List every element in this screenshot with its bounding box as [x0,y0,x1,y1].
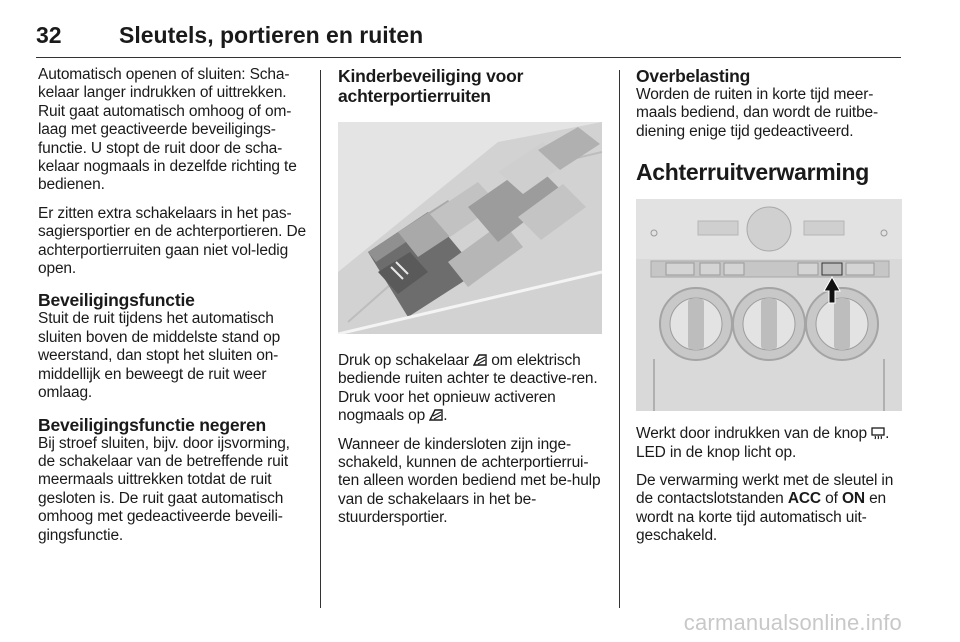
text-segment: om elektrisch bediende ruiten achter te deactive-ren. Druk voor het opnieuw activeren nogmaals op [338,352,598,425]
text-segment: of [825,490,838,508]
column-left [38,66,306,555]
page-number: 32 [36,22,62,48]
text-segment: . [443,407,448,425]
heading-overbelasting: Overbelasting [636,66,751,86]
column-right [636,66,902,556]
child-lock-window-icon [429,408,443,422]
rear-window-heating-icon [871,426,885,440]
heading-beveiliging-negeren: Beveiligingsfunctie negeren [38,414,266,435]
paragraph-extra-switches: Er zitten extra schakelaars in het pas-sagiersportier en de achterportieren. De achterportierruiten gaan niet vol-ledig open. [38,204,306,278]
heading-beveiligingsfunctie: Beveiligingsfunctie [38,290,195,311]
paragraph-negeren: Bij stroef sluiten, bijv. door ijsvorming, de schakelaar van de betreffende ruit meermaals uittrekken totdat de ruit gesloten is. De ruit gaat automatisch omhoog met gedeactiveerde beveili-gingsfunctie. [38,434,290,544]
text-segment: en wordt na korte tijd automatisch uit-geschakeld. [636,490,887,545]
paragraph-auto-open-close: Automatisch openen of sluiten: Scha-kelaar langer indrukken of uittrekken. Ruit gaat automatisch omhoog of om-laag met geactiveerde beveiligings-functie. U stopt de ruit door de scha-kelaar nogmaals in dezelfde richting te bedienen. [38,66,297,194]
header-rule [36,57,901,58]
child-lock-window-icon [473,353,487,367]
text-segment: Werkt door indrukken van de knop [636,425,867,443]
paragraph-child-lock-switch [338,352,602,426]
column-divider-1 [320,70,321,608]
paragraph-child-lock-active: Wanneer de kindersloten zijn inge-schakeld, kunnen de achterportierrui-ten alleen worden bediend met be-hulp van de schakelaars in het be-stuurdersportier. [338,435,601,527]
paragraph-beveiliging: Stuit de ruit tijdens het automatisch sluiten boven de middelste stand op weerstand, dan stopt het sluiten on-middellijk en beweegt de ruit weer omlaag. [38,310,281,402]
acc-label: ACC [787,490,821,508]
text-segment: De verwarming werkt met de sleutel in de contactslotstanden [636,472,894,508]
column-divider-2 [619,70,620,608]
watermark: carmanualsonline.info [683,610,902,635]
text-segment: Druk op schakelaar [338,352,469,369]
text-segment: . LED in de knop licht op. [636,425,890,461]
paragraph-overbelasting: Worden de ruiten in korte tijd meer-maals bediend, dan wordt de ruitbe-diening enige tijd gedeactiveerd. [636,86,879,140]
heading-achterruitverwarming: Achterruitverwarming [636,159,870,186]
paragraph-verwarming [636,472,902,546]
window-switch-panel-image [338,122,602,334]
paragraph-knop [636,425,902,462]
on-label: ON [841,490,865,508]
page-title: Sleutels, portieren en ruiten [119,22,424,48]
heading-kinderbeveiliging: Kinderbeveiliging voor achterportierruiten [338,66,524,106]
climate-control-panel-image [636,199,902,411]
column-middle [338,66,602,538]
